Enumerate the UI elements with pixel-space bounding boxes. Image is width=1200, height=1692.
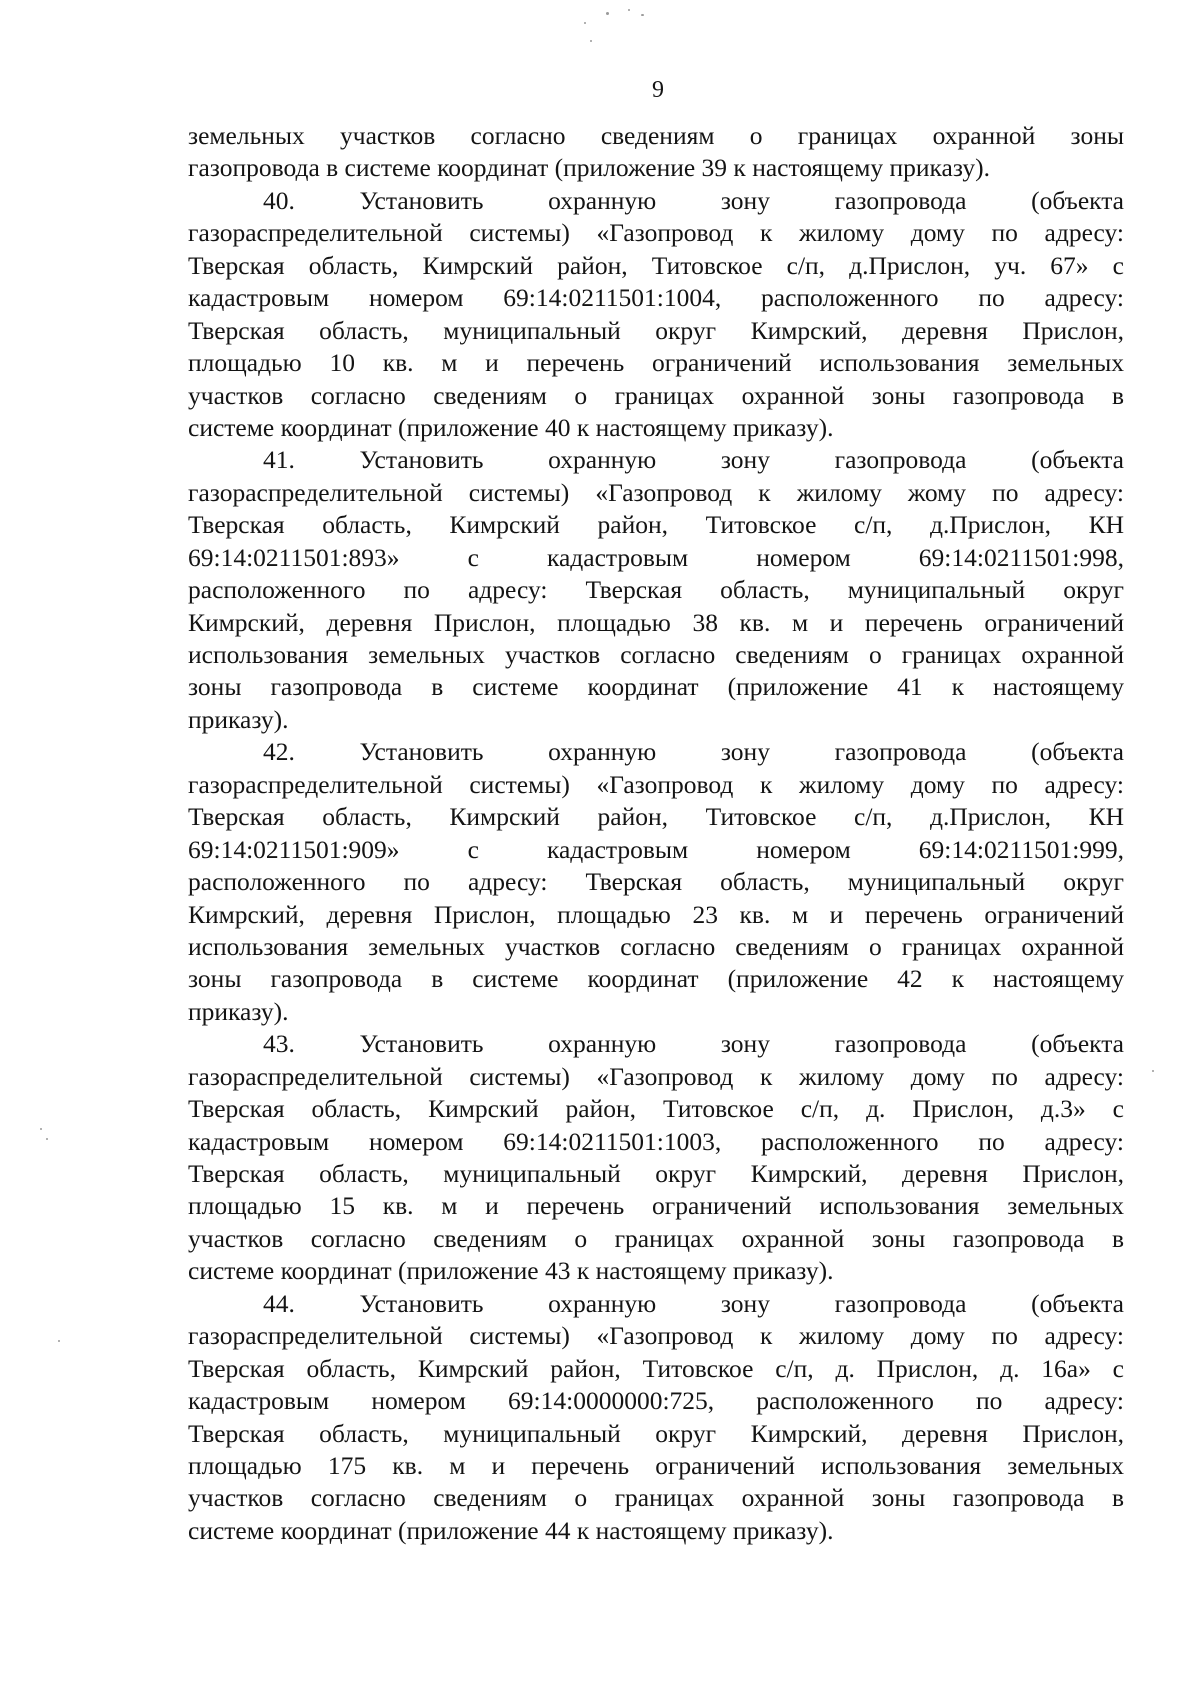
text-line: кадастровым номером 69:14:0211501:1004, расположенного по адресу: xyxy=(188,283,1124,313)
text-line: земельных участков согласно сведениям о границах охранной зоны xyxy=(188,121,1124,150)
text-line: Тверская область, Кимрский район, Титовское с/п, д. Прислон, д.3» с xyxy=(188,1094,1124,1124)
text-line: приказу). xyxy=(188,996,289,1026)
scan-speck xyxy=(40,1128,42,1130)
text-line: площадью 175 кв. м и перечень ограничений использования земельных xyxy=(188,1450,1124,1480)
text-line: газораспределительной системы) «Газопровод к жилому жому по адресу: xyxy=(188,477,1124,507)
text-line: Тверская область, Кимрский район, Титовское с/п, д. Прислон, д. 16а» с xyxy=(188,1353,1124,1383)
text-line: газораспределительной системы) «Газопровод к жилому дому по адресу: xyxy=(188,1321,1124,1351)
text-line: зоны газопровода в системе координат (приложение 42 к настоящему xyxy=(188,964,1124,994)
scan-speck xyxy=(58,1340,60,1342)
paragraph-first-line: 41. Установить охранную зону газопровода (объекта xyxy=(263,445,1124,475)
page-number: 9 xyxy=(652,77,664,103)
text-line: расположенного по адресу: Тверская область, муниципальный округ xyxy=(188,867,1124,897)
scan-speck xyxy=(641,14,644,16)
text-line: Тверская область, Кимрский район, Титовское с/п, д.Прислон, КН xyxy=(188,802,1124,832)
scan-speck xyxy=(628,9,630,11)
text-line: Кимрский, деревня Прислон, площадью 38 кв. м и перечень ограничений xyxy=(188,607,1124,637)
scan-speck xyxy=(590,40,592,42)
text-line: Тверская область, Кимрский район, Титовское с/п, д.Прислон, уч. 67» с xyxy=(188,250,1124,280)
text-line: Кимрский, деревня Прислон, площадью 23 кв. м и перечень ограничений xyxy=(188,899,1124,929)
paragraph-first-line: 43. Установить охранную зону газопровода (объекта xyxy=(263,1029,1124,1059)
text-line: Тверская область, муниципальный округ Кимрский, деревня Прислон, xyxy=(188,315,1124,345)
text-line: Тверская область, Кимрский район, Титовское с/п, д.Прислон, КН xyxy=(188,510,1124,540)
text-line: участков согласно сведениям о границах охранной зоны газопровода в xyxy=(188,380,1124,410)
text-line: участков согласно сведениям о границах охранной зоны газопровода в xyxy=(188,1223,1124,1253)
text-line: 69:14:0211501:909» с кадастровым номером 69:14:0211501:999, xyxy=(188,834,1124,864)
text-line: приказу). xyxy=(188,704,289,734)
text-line: использования земельных участков согласно сведениям о границах охранной xyxy=(188,931,1124,961)
text-line: использования земельных участков согласно сведениям о границах охранной xyxy=(188,640,1124,669)
text-line: газораспределительной системы) «Газопровод к жилому дому по адресу: xyxy=(188,218,1124,248)
text-line: системе координат (приложение 44 к настоящему приказу). xyxy=(188,1515,834,1545)
paragraph-first-line: 40. Установить охранную зону газопровода (объекта xyxy=(263,185,1124,215)
scan-speck xyxy=(46,1138,48,1140)
scan-speck xyxy=(584,22,586,24)
text-line: кадастровым номером 69:14:0000000:725, расположенного по адресу: xyxy=(188,1386,1124,1416)
text-line: газораспределительной системы) «Газопровод к жилому дому по адресу: xyxy=(188,1061,1124,1091)
text-line: газопровода в системе координат (приложение 39 к настоящему приказу). xyxy=(188,153,991,183)
scan-speck xyxy=(1152,1070,1154,1072)
text-line: газораспределительной системы) «Газопровод к жилому дому по адресу: xyxy=(188,769,1124,799)
text-line: расположенного по адресу: Тверская область, муниципальный округ xyxy=(188,575,1124,605)
text-line: Тверская область, муниципальный округ Кимрский, деревня Прислон, xyxy=(188,1159,1124,1188)
text-line: системе координат (приложение 43 к настоящему приказу). xyxy=(188,1256,834,1286)
scan-speck xyxy=(606,12,609,15)
paragraph-first-line: 44. Установить охранную зону газопровода (объекта xyxy=(263,1288,1124,1318)
text-line: 69:14:0211501:893» с кадастровым номером 69:14:0211501:998, xyxy=(188,542,1124,572)
text-line: площадью 10 кв. м и перечень ограничений использования земельных xyxy=(188,348,1124,378)
text-line: системе координат (приложение 40 к настоящему приказу). xyxy=(188,412,834,442)
text-line: участков согласно сведениям о границах охранной зоны газопровода в xyxy=(188,1483,1124,1513)
text-line: площадью 15 кв. м и перечень ограничений использования земельных xyxy=(188,1191,1124,1221)
paragraph-first-line: 42. Установить охранную зону газопровода (объекта xyxy=(263,737,1124,767)
document-body xyxy=(188,120,1124,1547)
text-line: Тверская область, муниципальный округ Кимрский, деревня Прислон, xyxy=(188,1418,1124,1448)
text-line: зоны газопровода в системе координат (приложение 41 к настоящему xyxy=(188,672,1124,702)
text-line: кадастровым номером 69:14:0211501:1003, расположенного по адресу: xyxy=(188,1126,1124,1156)
